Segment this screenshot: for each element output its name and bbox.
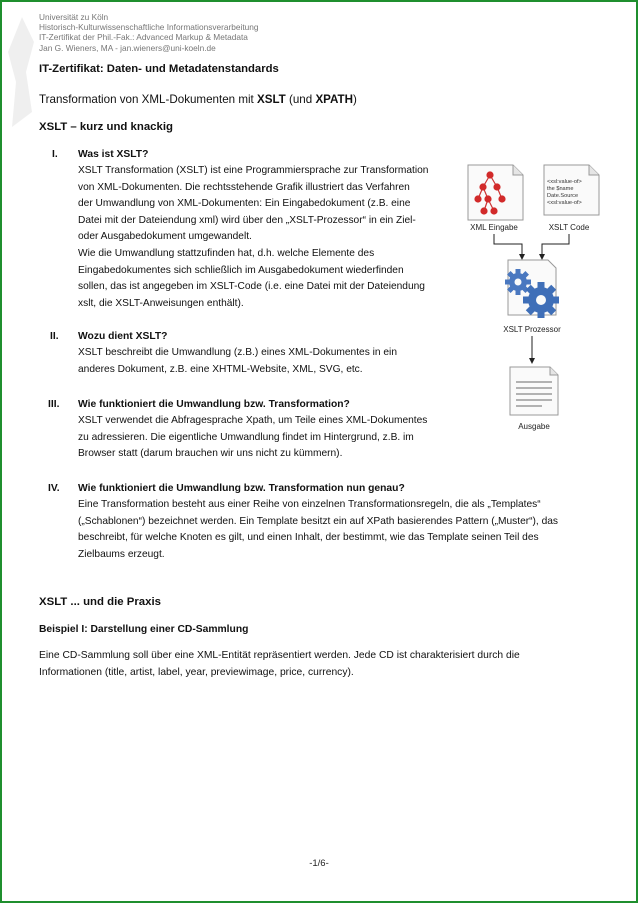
page-number: -1/6- <box>309 858 329 869</box>
body-line: Datei mit der Dateiendung xml) wird über den „XSLT-Prozessor“ in ein Ziel- <box>78 214 416 226</box>
code-snippet-line: <xsl:value-of> <box>547 200 582 206</box>
output-label: Ausgabe <box>518 422 550 431</box>
question-body <box>78 163 428 312</box>
arrow-head-icon <box>519 254 525 260</box>
question-number: II. <box>50 331 59 342</box>
body-line: Eingabedokumentes sich schließlich im Ausgabedokument wiederfinden <box>78 264 404 276</box>
body-line: von XML-Dokumenten. Die rechtsstehende Grafik illustriert das Verfahren <box>78 181 410 193</box>
body-line: der Umwandlung von XML-Dokumenten: Ein Eingabedokument (z.B. eine <box>78 198 411 210</box>
question-body <box>78 345 397 378</box>
xml-input-document-icon <box>468 165 523 220</box>
intro-xpath: XPATH <box>315 93 354 106</box>
question-number: IV. <box>48 483 60 494</box>
intro-xslt: XSLT <box>257 93 286 106</box>
intro-suffix: ) <box>353 93 357 106</box>
arrow-head-icon <box>529 358 535 364</box>
code-snippet-line: Date.Source <box>547 193 579 199</box>
question-title: Wie funktioniert die Umwandlung bzw. Transformation nun genau? <box>78 483 405 494</box>
header-line: Jan G. Wieners, MA - jan.wieners@uni-koeln.de <box>39 42 216 53</box>
question-body <box>78 413 427 463</box>
body-line: beschreibt, für welche Knoten es gilt, und einen Inhalt, der bestimmt, wie das Template seinen Teil des <box>78 532 539 544</box>
code-label: XSLT Code <box>548 223 590 232</box>
question-title: Wozu dient XSLT? <box>78 331 168 342</box>
body-line: Zielbaums erzeugt. <box>78 548 165 560</box>
processor-label: XSLT Prozessor <box>503 325 561 334</box>
example-heading: Beispiel I: Darstellung einer CD-Sammlung <box>39 624 249 635</box>
code-snippet-line: the $name <box>547 186 574 192</box>
body-line: zu adressieren. Die eigentliche Umwandlung findet im Hintergrund, z.B. im <box>78 431 414 443</box>
question-title: Wie funktioniert die Umwandlung bzw. Transformation? <box>78 399 350 410</box>
question-title: Was ist XSLT? <box>78 149 149 160</box>
input-label: XML Eingabe <box>470 223 518 232</box>
header-line: Universität zu Köln <box>39 12 109 22</box>
header-line: IT-Zertifikat der Phil.-Fak.: Advanced Markup & Metadata <box>39 32 248 43</box>
output-document-icon <box>510 367 558 415</box>
code-snippet-line: <xsl:value-of> <box>547 179 582 185</box>
example-text <box>39 648 520 681</box>
body-line: XSLT beschreibt die Umwandlung (z.B.) eines XML-Dokumentes in ein <box>78 347 397 358</box>
section-heading-2: XSLT ... und die Praxis <box>39 596 161 608</box>
body-line: XSLT verwendet die Abfragesprache Xpath, um Teile eines XML-Dokumentes <box>78 415 428 426</box>
body-line: xslt, die XSLT-Anweisungen enthält). <box>78 297 244 309</box>
body-line: Wie die Umwandlung stattzufinden hat, d.h. welche Elemente des <box>78 247 375 259</box>
body-line: Eine CD-Sammlung soll über eine XML-Entität repräsentiert werden. Jede CD ist charakterisiert durch die <box>39 650 520 661</box>
xslt-process-diagram <box>458 160 608 440</box>
body-line: oder Ausgabedokument umgewandelt. <box>78 231 252 243</box>
intro-prefix: Transformation von XML-Dokumenten mit <box>39 93 257 106</box>
arrow-code-to-processor <box>542 234 569 256</box>
body-line: sollen, das ist angegeben im XSLT-Code (i.e. eine Datei mit der Dateiendung <box>78 281 425 293</box>
watermark-graphic <box>4 12 40 132</box>
body-line: („Schablonen“) bezeichnet werden. Ein Template besitzt ein auf XPath basierendes Pattern („Muster“), das <box>78 515 559 527</box>
body-line: Informationen (title, artist, label, year, previewimage, price, currency). <box>39 666 354 678</box>
body-line: Eine Transformation besteht aus einer Reihe von einzelnen Transformationsregeln, die als „Templates“ <box>78 499 541 510</box>
intro-middle: (und <box>285 93 316 106</box>
question-number: III. <box>48 399 60 410</box>
document-header <box>39 12 259 53</box>
body-line: Browser statt (darum brauchen wir uns nicht zu kümmern). <box>78 448 343 460</box>
arrow-head-icon <box>539 254 545 260</box>
document-title: IT-Zertifikat: Daten- und Metadatenstandards <box>39 63 279 75</box>
question-number: I. <box>52 149 58 160</box>
intro-line <box>39 93 357 106</box>
arrow-input-to-processor <box>494 234 522 256</box>
section-heading-1: XSLT – kurz und knackig <box>39 121 173 133</box>
header-line: Historisch-Kulturwissenschaftliche Informationsverarbeitung <box>39 22 259 33</box>
body-line: XSLT Transformation (XSLT) ist eine Programmiersprache zur Transformation <box>78 165 429 176</box>
question-body <box>78 497 558 563</box>
body-line: anderes Dokument, z.B. eine XHTML-Website, XML, SVG, etc. <box>78 363 363 375</box>
